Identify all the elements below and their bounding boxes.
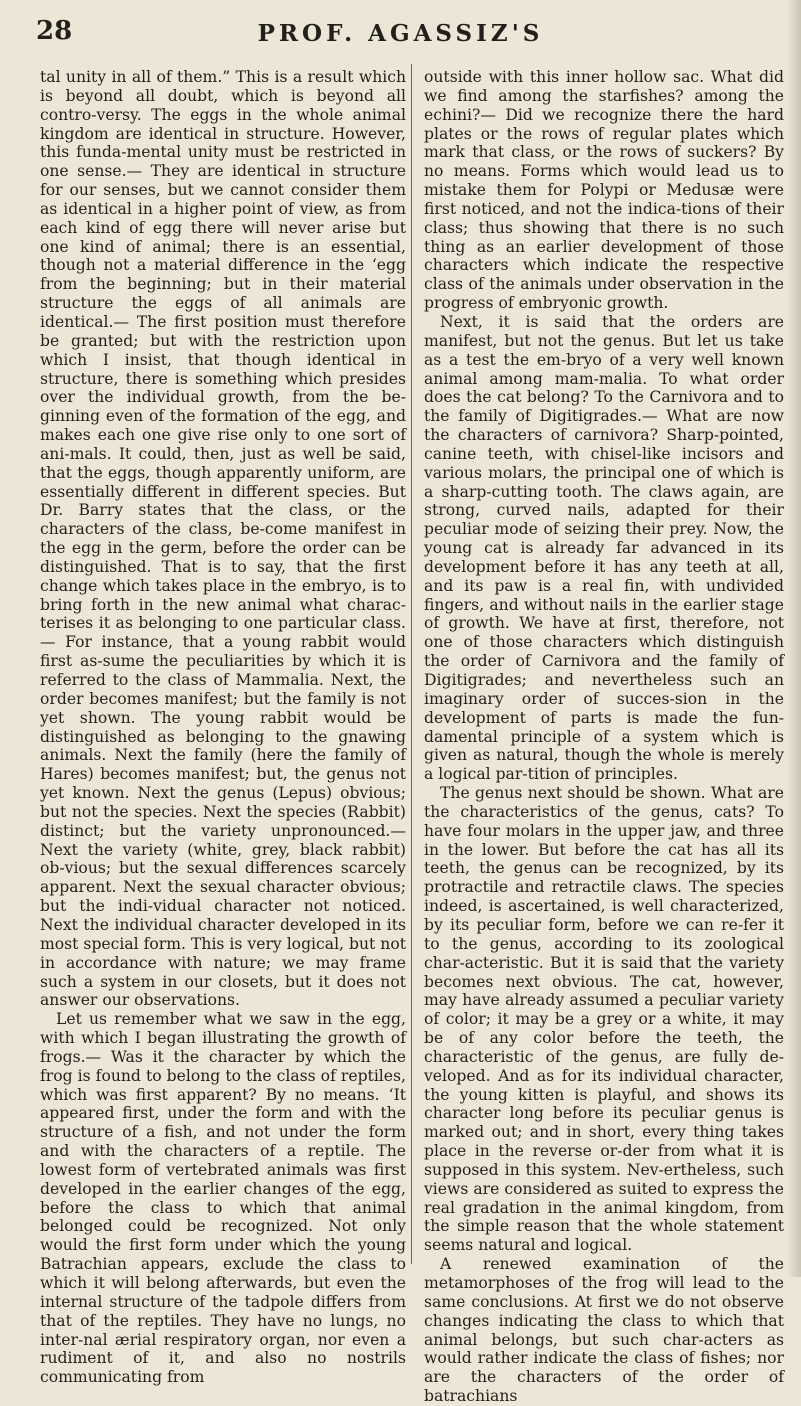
- page-edge-shadow: [787, 0, 801, 1277]
- column-divider: [411, 64, 412, 1264]
- paragraph: Let us remember what we saw in the egg, with which I began illustrating the growth of frogs.— Was it the character by which the frog is found to belong to the class of reptiles, which was first apparent? By no means. ‘It appeared first, under the form and with the structure of a fish, and not under the form and with the characters of a reptile. The lowest form of vertebrated animals was first developed in the earlier changes of the egg, before the class to which that animal belonged could be recognized. Not only would the first form under which the young Batrachian appears, exclude the class to which it will belong afterwards, but even the internal structure of the tadpole differs from that of the reptiles. They have no lungs, no inter-nal ærial respiratory organ, nor even a rudiment of it, and also no nostrils communicating from: [40, 1010, 406, 1387]
- right-column: [424, 68, 784, 1406]
- page-number: 28: [36, 16, 73, 46]
- paragraph: tal unity in all of them.” This is a result which is beyond all doubt, which is beyond all contro-versy. The eggs in the whole animal kingdom are identical in structure. However, this funda-mental unity must be restricted in one sense.— They are identical in structure for our senses, but we cannot consider them as identical in a higher point of view, as from each kind of egg there will never arise but one kind of animal; there is an essential, though not a material difference in the ‘egg from the beginning; but in their material structure the eggs of all animals are identical.— The first position must therefore be granted; but with the restriction upon which I insist, that though identical in structure, there is something which presides over the individual growth, from the be-ginning even of the formation of the egg, and makes each one give rise only to one sort of ani-mals. It could, then, just as well be said, that the eggs, though apparently uniform, are essentially different in different species. But Dr. Barry states that the class, or the characters of the class, be-come manifest in the egg in the germ, before the order can be distinguished. That is to say, that the first change which takes place in the embryo, is to bring forth in the new animal what charac-terises it as belonging to one particular class.— For instance, that a young rabbit would first as-sume the peculiarities by which it is referred to the class of Mammalia. Next, the order becomes manifest; but the family is not yet shown. The young rabbit would be distinguished as belonging to the gnawing animals. Next the family (here the family of Hares) becomes manifest; but, the genus not yet known. Next the genus (Lepus) obvious; but not the species. Next the species (Rabbit) distinct; but the variety unpronounced.— Next the variety (white, grey, black rabbit) ob-vious; but the sexual differences scarcely apparent. Next the sexual character obvious; but the indi-vidual character not noticed. Next the individual character developed in its most special form. This is very logical, but not in accordance with nature; we may frame such a system in our closets, but it does not answer our observations.: [40, 68, 406, 1010]
- left-column: [40, 68, 406, 1387]
- paragraph: A renewed examination of the metamorphoses of the frog will lead to the same conclusions. At first we do not observe changes indicating the class to which that animal belongs, but such char-acters as would rather indicate the class of fishes; nor are the characters of the order of batrachians: [424, 1255, 784, 1406]
- paragraph: Next, it is said that the orders are manifest, but not the genus. But let us take as a test the em-bryo of a very well known animal among mam-malia. To what order does the cat belong? To the Carnivora and to the family of Digitigrades.— What are now the characters of carnivora? Sharp-pointed, canine teeth, with chisel-like incisors and various molars, the principal one of which is a sharp-cutting tooth. The claws again, are strong, curved nails, adapted for their peculiar mode of seizing their prey. Now, the young cat is already far advanced in its development before it has any teeth at all, and its paw is a real fin, with undivided fingers, and without nails in the earlier stage of growth. We have at first, therefore, not one of those characters which distinguish the order of Carnivora and the family of Digitigrades; and nevertheless such an imaginary order of succes-sion in the development of parts is made the fun-damental principle of a system which is given as natural, though the whole is merely a logical par-tition of principles.: [424, 312, 784, 784]
- running-title: PROF. AGASSIZ'S: [257, 20, 544, 47]
- paragraph: outside with this inner hollow sac. What did we find among the starfishes? among the echini?— Did we recognize there the hard plates or the rows of regular plates which mark that class, or the rows of suckers? By no means. Forms which would lead us to mistake them for Polypi or Medusæ were first noticed, and not the indica-tions of their class; thus showing that there is no such thing as an earlier development of those characters which indicate the respective class of the animals under observation in the progress of embryonic growth.: [424, 68, 784, 313]
- paragraph: The genus next should be shown. What are the characteristics of the genus, cats? To have four molars in the upper jaw, and three in the lower. But before the cat has all its teeth, the genus can be recognized, by its protractile and retractile claws. The species indeed, is ascertained, is well characterized, by its peculiar form, before we can re-fer it to the genus, according to its zoological char-acteristic. But it is said that the variety becomes next obvious. The cat, however, may have already assumed a peculiar variety of color; it may be a grey or a white, it may be of any color before the teeth, the characteristic of the genus, are fully de-veloped. And as for its individual character, the young kitten is playful, and shows its character long before its peculiar genus is marked out; and in short, every thing takes place in the reverse or-der from what it is supposed in this system. Nev-ertheless, such views are considered as suited to express the real gradation in the animal kingdom, from the simple reason that the whole statement seems natural and logical.: [424, 784, 784, 1255]
